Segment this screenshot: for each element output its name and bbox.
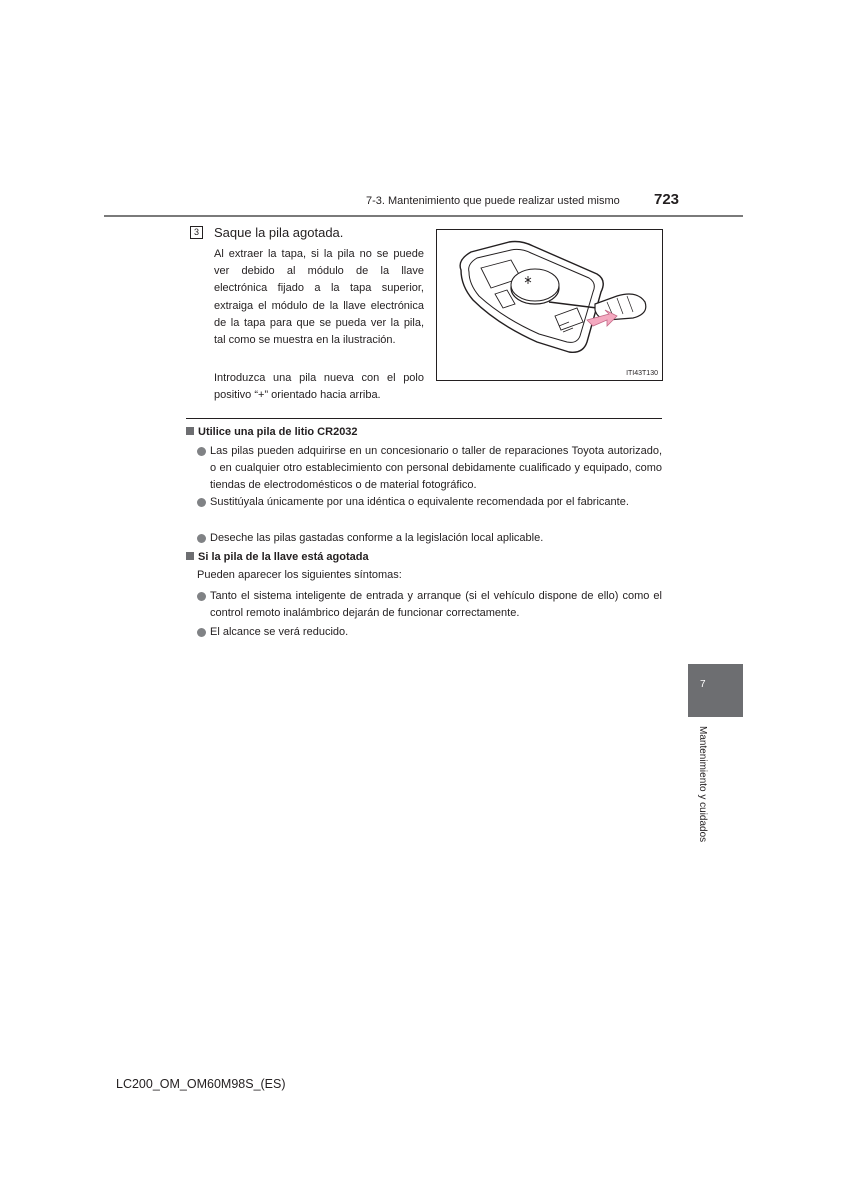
bullet-dot-icon	[197, 534, 206, 543]
section-heading-battery-depleted	[186, 551, 369, 563]
step-number-box: 3	[190, 226, 203, 239]
chapter-side-label: Mantenimiento y cuidados	[697, 726, 708, 843]
step-title: Saque la pila agotada.	[214, 225, 344, 240]
list-item	[197, 624, 662, 641]
step-paragraph-1: Al extraer la tapa, si la pila no se puede ver debido al módulo de la llave electrónica fijado a la tapa superior, extraiga el módulo de la llave electrónica de la tapa para que se pueda ver la pila, tal como se muestra en la ilustración.	[214, 248, 424, 347]
heading-text: Utilice una pila de litio CR2032	[198, 426, 358, 438]
symptoms-intro: Pueden aparecer los siguientes síntomas:	[197, 569, 402, 581]
footer-doc-code: LC200_OM_OM60M98S_(ES)	[116, 1077, 286, 1091]
step-paragraph-2: Introduzca una pila nueva con el polo positivo “+” orientado hacia arriba.	[214, 372, 424, 402]
key-battery-illustration	[436, 229, 663, 381]
list-item	[197, 494, 662, 511]
key-compartment-3	[555, 308, 583, 330]
key-ridges	[559, 322, 573, 332]
bullet-dot-icon	[197, 592, 206, 601]
list-item	[197, 530, 662, 547]
bullet-dot-icon	[197, 498, 206, 507]
section-heading-battery-type	[186, 426, 358, 438]
section-divider	[186, 418, 662, 419]
chapter-tab	[688, 664, 743, 717]
list-item	[197, 443, 662, 494]
list-item	[197, 588, 662, 622]
header-section-title: 7-3. Mantenimiento que puede realizar usted mismo	[366, 195, 620, 207]
list-item-text: Deseche las pilas gastadas conforme a la legislación local aplicable.	[210, 532, 544, 544]
battery-top	[511, 269, 559, 301]
list-item-text: El alcance se verá reducido.	[210, 626, 349, 638]
list-item-text: Tanto el sistema inteligente de entrada y arranque (si el vehículo dispone de ello) como el control remoto inalámbrico dejarán de funcionar correctamente.	[210, 590, 662, 619]
list-item-text: Sustitúyala únicamente por una idéntica o equivalente recomendada por el fabricante.	[210, 496, 629, 508]
page-number: 723	[654, 191, 680, 208]
list-item-text: Las pilas pueden adquirirse en un concesionario o taller de reparaciones Toyota autorizado, o en cualquier otro establecimiento con personal debidamente cualificado y equipado, como tiendas de electrodomésticos o de material fotográfico.	[210, 445, 662, 491]
square-bullet-icon	[186, 427, 194, 435]
header-divider	[104, 215, 743, 217]
heading-text: Si la pila de la llave está agotada	[198, 551, 369, 563]
figure-code: ITI43T130	[626, 370, 658, 377]
chapter-tab-number: 7	[700, 679, 706, 690]
square-bullet-icon	[186, 552, 194, 560]
bullet-dot-icon	[197, 447, 206, 456]
key-illustration-drawing	[437, 230, 662, 380]
bullet-dot-icon	[197, 628, 206, 637]
